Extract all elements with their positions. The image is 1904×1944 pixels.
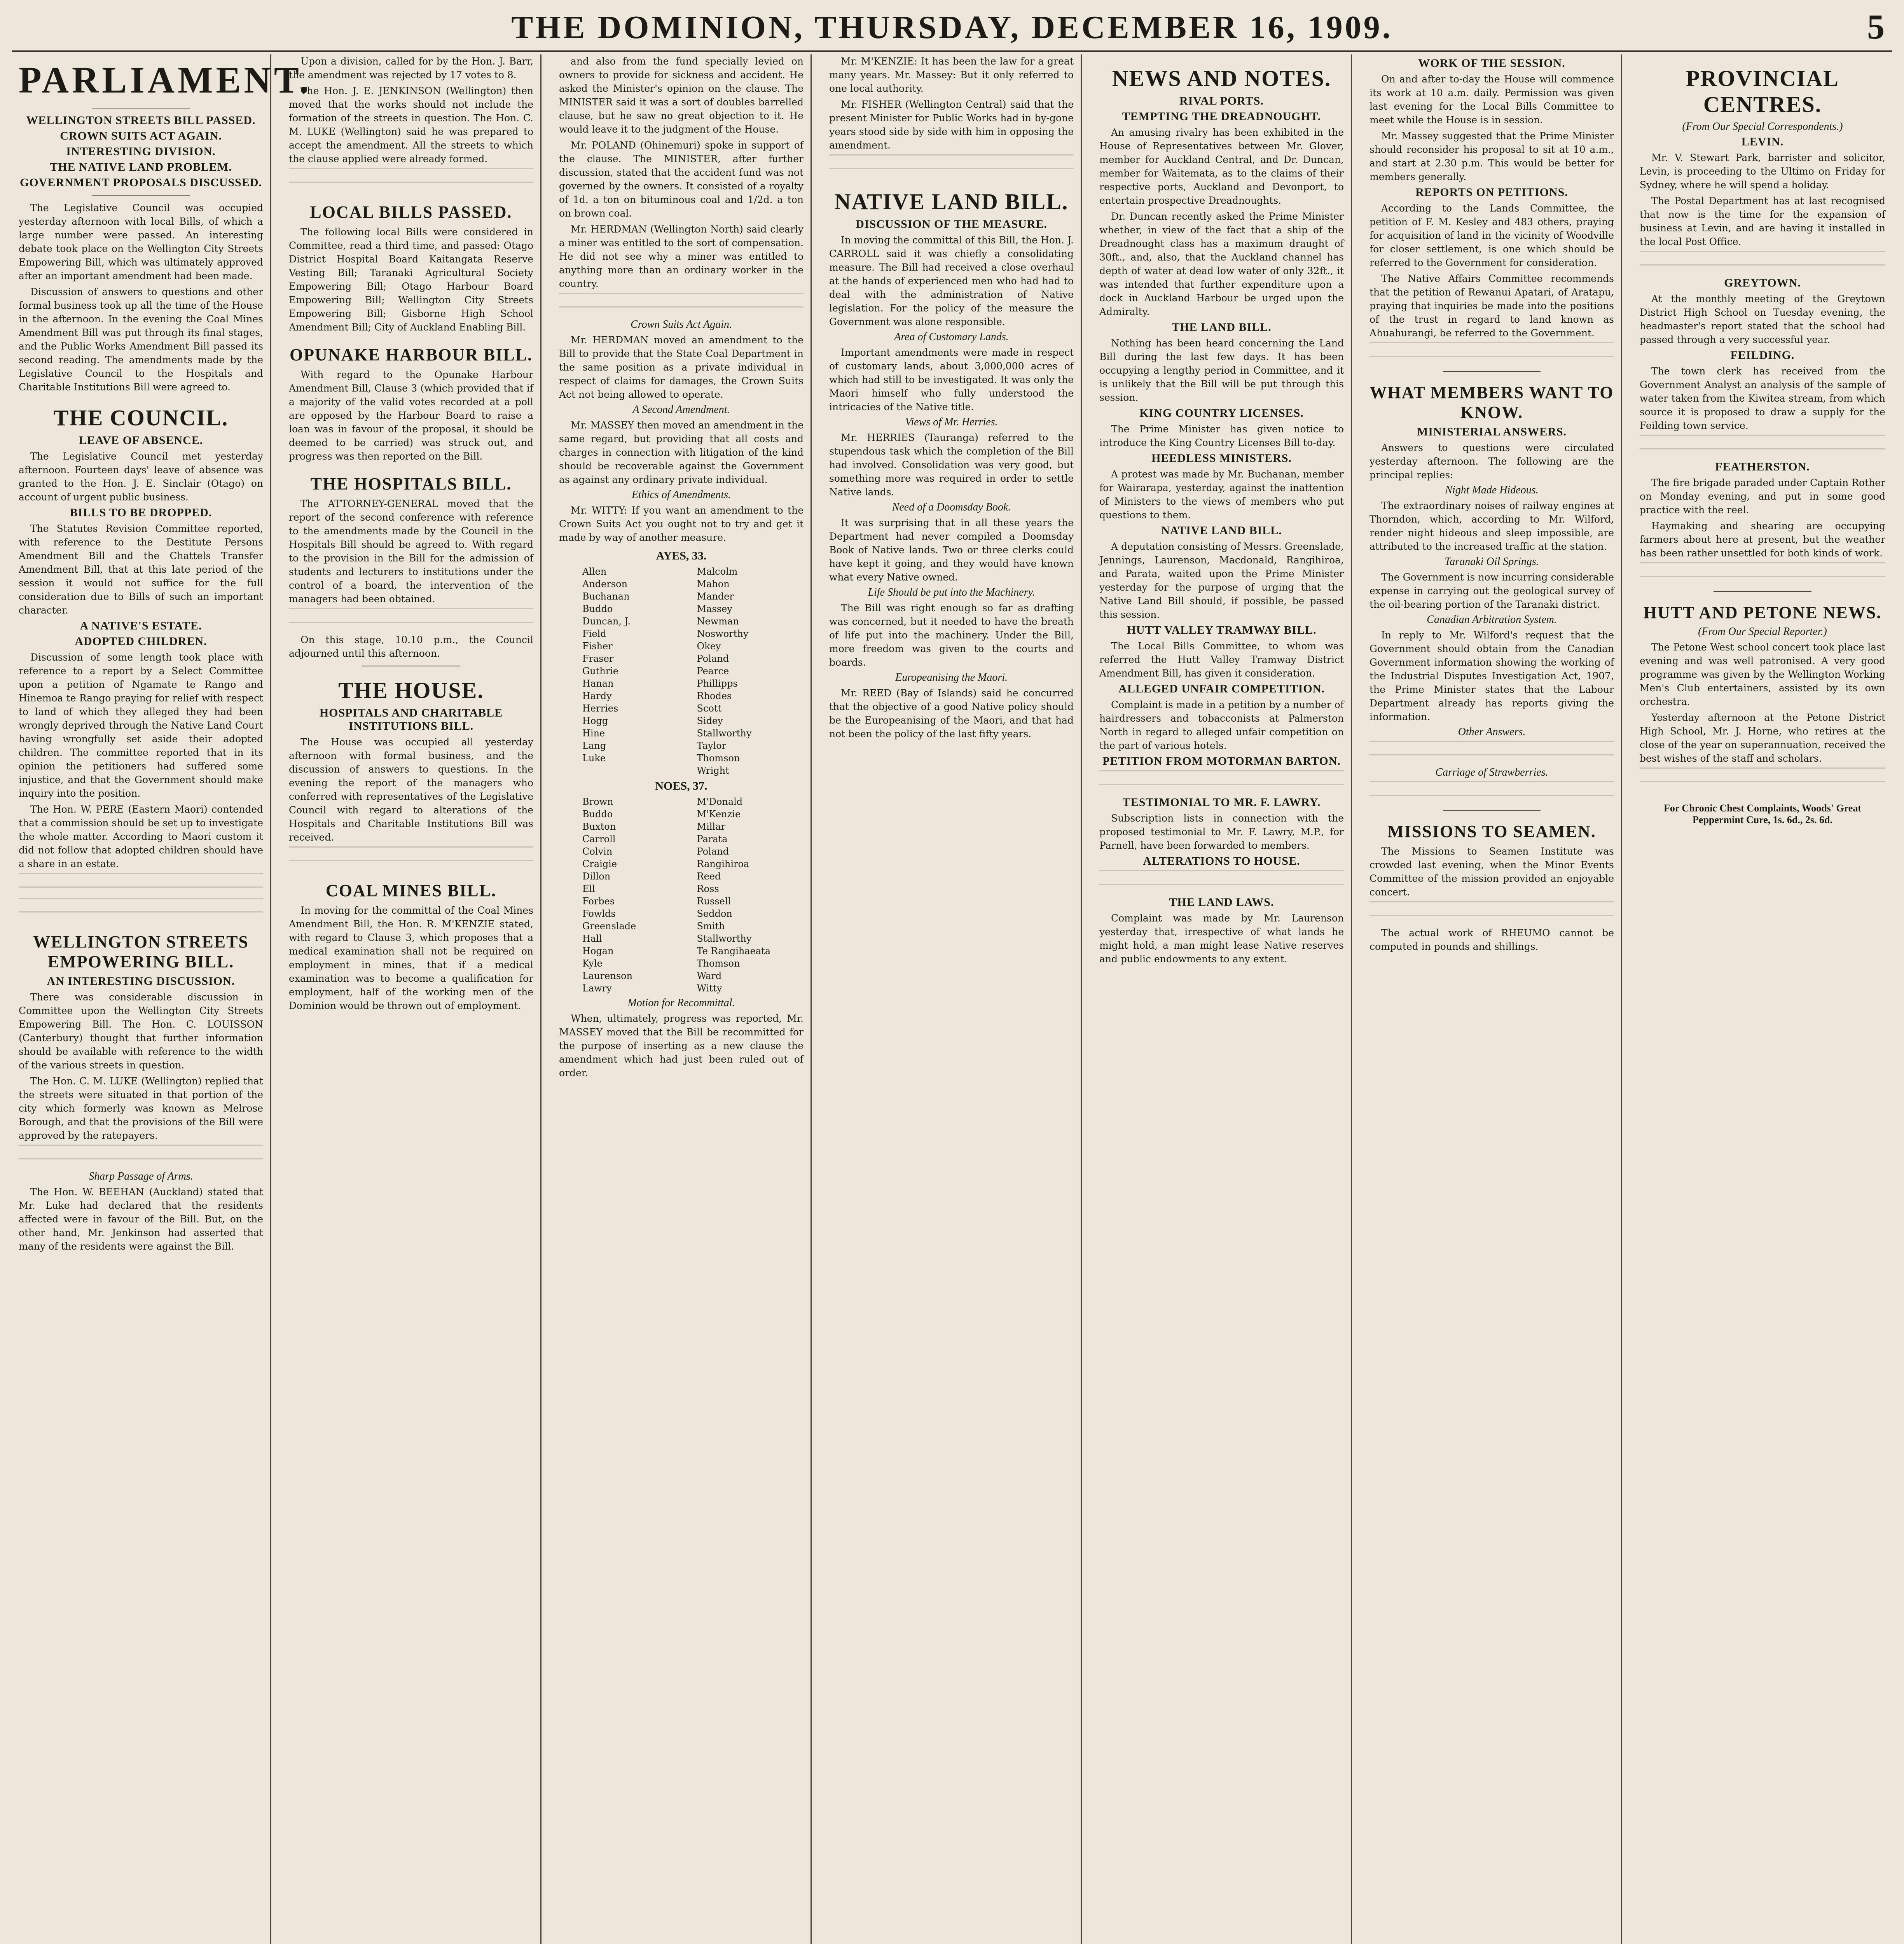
column-session bbox=[1362, 54, 1622, 1944]
subhead: Canadian Arbitration System. bbox=[1427, 614, 1557, 626]
member-name: Anderson bbox=[582, 579, 628, 589]
member-name: Hine bbox=[582, 728, 605, 739]
section-title: THE HOSPITALS BILL. bbox=[310, 474, 512, 493]
subhead: PETITION FROM MOTORMAN BARTON. bbox=[1102, 755, 1341, 767]
text-lines bbox=[829, 154, 1074, 178]
column-news-notes bbox=[1092, 54, 1352, 1944]
paragraph: Yesterday afternoon at the Petone District High School, Mr. J. Horne, who retires at the close of the year on superannuation, received the best wishes of the staff and scholars. bbox=[1640, 712, 1885, 764]
division-heading: NOES, 37. bbox=[655, 780, 707, 792]
paragraph: The Prime Minister has given notice to introduce the King Country Licenses Bill to-day. bbox=[1099, 423, 1344, 448]
subhead: HEEDLESS MINISTERS. bbox=[1151, 452, 1292, 465]
column-coal-mines bbox=[552, 54, 812, 1944]
section-title: WELLINGTON STREETS EMPOWERING BILL. bbox=[33, 932, 249, 971]
paragraph: A deputation consisting of Messrs. Greenslade, Jennings, Laurenson, Macdonald, Rangihiroa, and Parata, waited upon the Prime Minister yesterday for the purpose of urging that the Native Land Bill should, if possible, be passed this session. bbox=[1099, 541, 1344, 620]
subhead: LEVIN. bbox=[1741, 135, 1784, 148]
section-title: THE COUNCIL. bbox=[53, 405, 229, 430]
advertisement: For Chronic Chest Complaints, Woods' Great Peppermint Cure, 1s. 6d., 2s. 6d. bbox=[1663, 802, 1861, 825]
paragraph: An amusing rivalry has been exhibited in the House of Representatives between Mr. Glover, member for Auckland Central, and Dr. Duncan, member for Waitemata, as to the claims of their respective ports, Auckland and Devonport, to entertain prospective Dreadnoughts. bbox=[1099, 127, 1344, 206]
paragraph: and also from the fund specially levied on owners to provide for sickness and accident. He asked the Minister's opinion on the clause. The MINISTER said it was a sort of doubles barrelled clause, but he saw no great objection to it. He would leave it to the judgment of the House. bbox=[559, 56, 804, 135]
member-name: Craigie bbox=[582, 858, 617, 869]
paragraph: The House was occupied all yesterday afternoon with formal business, and the discussion of answers to questions. In the evening the report of the managers who conferred with representatives of the Legislative Council with regard to alterations of the Hospitals and Charitable Institutions Bill was received. bbox=[289, 736, 533, 843]
paragraph: Mr. Massey suggested that the Prime Minister should reconsider his proposal to sit at 10 a.m., and start at 2.30 p.m. This would be better for members generally. bbox=[1369, 130, 1614, 182]
subhead: HOSPITALS AND CHARITABLE INSTITUTIONS BILL. bbox=[319, 706, 503, 732]
member-name: Mander bbox=[697, 591, 734, 602]
paragraph: The Local Bills Committee, to whom was referred the Hutt Valley Tramway District Amendment Bill, has given it consideration. bbox=[1099, 640, 1344, 679]
paragraph: Answers to questions were circulated yesterday afternoon. The following are the principal replies: bbox=[1369, 442, 1614, 481]
subhead: TESTIMONIAL TO MR. F. LAWRY. bbox=[1122, 796, 1321, 809]
headline: CROWN SUITS ACT AGAIN. bbox=[60, 129, 222, 142]
text-lines bbox=[1640, 562, 1885, 586]
section-title: COAL MINES BILL. bbox=[325, 881, 497, 900]
paragraph: Complaint was made by Mr. Laurenson yesterday that, irrespective of what lands he might hold, a man might lease Native reserves and public endowments to any extent. bbox=[1099, 913, 1344, 965]
section-title: MISSIONS TO SEAMEN. bbox=[1387, 822, 1596, 841]
member-name: Kyle bbox=[582, 958, 603, 969]
subhead: MINISTERIAL ANSWERS. bbox=[1417, 425, 1567, 438]
divider bbox=[92, 195, 190, 196]
subhead: NATIVE LAND BILL. bbox=[1161, 524, 1282, 537]
subhead: TEMPTING THE DREADNOUGHT. bbox=[1122, 110, 1321, 123]
column-native-land bbox=[822, 54, 1082, 1944]
member-name: Carroll bbox=[582, 834, 616, 844]
page-number: 5 bbox=[1867, 8, 1885, 46]
paragraph: On and after to-day the House will commence its work at 10 a.m. daily. Permission was given last evening for the Local Bills Committee to meet while the House is in session. bbox=[1369, 73, 1614, 126]
paragraph: The Bill was right enough so far as drafting was concerned, but it needed to have the breath of life put into the machinery. Under the Bill, more freedom was given to the courts and boards. bbox=[829, 602, 1074, 668]
paragraph: According to the Lands Committee, the petition of F. M. Kesley and 483 others, praying for acquisition of land in the vicinity of Woodville for closer settlement, is one which should be referred to the Government for consideration. bbox=[1369, 203, 1614, 268]
member-name: Stallworthy bbox=[697, 728, 752, 739]
member-name: Dillon bbox=[582, 871, 611, 882]
paragraph: It was surprising that in all these years the Department had never compiled a Doomsday Book of Native lands. Two or three clerks could have kept it going, and they would have known what every Native owned. bbox=[829, 517, 1074, 583]
paragraph: Dr. Duncan recently asked the Prime Minister whether, in view of the fact that a ship of the Dreadnought class has a maximum draught of 30ft., and, also, that the Auckland channel has depth of water at dead low water of only 32ft., it was intended that further expenditure upon a dock in Auckland Harbour be urged upon the Admiralty. bbox=[1099, 211, 1344, 317]
subhead: ADOPTED CHILDREN. bbox=[75, 635, 207, 648]
member-name: Lang bbox=[582, 740, 606, 751]
paragraph: Mr. POLAND (Ohinemuri) spoke in support of the clause. The MINISTER, after further discussion, stated that the accident fund was not governed by the owners. It consisted of a royalty of 1d. a ton on bituminous coal and 1/2d. a ton on brown coal. bbox=[559, 140, 804, 219]
subhead: Carriage of Strawberries. bbox=[1435, 766, 1548, 778]
subhead: BILLS TO BE DROPPED. bbox=[70, 506, 212, 519]
member-name: Sidey bbox=[697, 715, 723, 726]
paragraph: Mr. MASSEY then moved an amendment in the same regard, but providing that all costs and charges in connection with litigation of the kind should be recoverable against the Government as against any ordinary private individual. bbox=[559, 420, 804, 485]
subhead: AN INTERESTING DISCUSSION. bbox=[47, 975, 235, 988]
subhead: KING COUNTRY LICENSES. bbox=[1139, 407, 1304, 420]
text-lines bbox=[559, 293, 804, 316]
paragraph: The town clerk has received from the Government Analyst an analysis of the sample of water taken from the Kiwitea stream, from which source it is proposed to draw a supply for the Feilding town service. bbox=[1640, 365, 1885, 431]
member-name: Buddo bbox=[582, 809, 613, 820]
section-title: NATIVE LAND BILL. bbox=[834, 189, 1069, 214]
text-lines bbox=[1099, 770, 1344, 794]
headline: WELLINGTON STREETS BILL PASSED. bbox=[26, 114, 256, 127]
paragraph: Discussion of some length took place with reference to a report by a Select Committee upon a petition of Ngamate te Rango and Hinemoa te Rango praying for relief with respect to land of which they alleged they had been wrongly deprived through the Native Land Court having wrongfully set aside their adopted children. The committee reported that in its opinion the petitioners had suffered some injustice, and that the Government should make inquiry into the position. bbox=[19, 652, 263, 799]
subhead: A NATIVE'S ESTATE. bbox=[80, 619, 202, 632]
subhead: THE LAND BILL. bbox=[1172, 321, 1272, 334]
subhead: FEATHERSTON. bbox=[1715, 460, 1810, 473]
paragraph: Subscription lists in connection with the proposed testimonial to Mr. F. Lawry, M.P., for Parnell, have been forwarded to members. bbox=[1099, 813, 1344, 851]
paragraph: The ATTORNEY-GENERAL moved that the report of the second conference with reference to the amendments made by the Council in the Hospitals Bill should be agreed to. With regard to the provision in the Bill for the admission of students and lecturers to institutions under the control of a board, the intervention of the managers had been obtained. bbox=[289, 498, 533, 605]
member-name: Millar bbox=[697, 821, 725, 832]
paragraph: A protest was made by Mr. Buchanan, member for Wairarapa, yesterday, against the inattention of Ministers to the views of members who put questions to them. bbox=[1099, 469, 1344, 521]
member-name: Okey bbox=[697, 641, 721, 652]
text-lines bbox=[19, 1145, 263, 1168]
column-parliament bbox=[12, 54, 312, 1944]
section-title: NEWS AND NOTES. bbox=[1112, 66, 1331, 91]
member-name: Luke bbox=[582, 753, 606, 764]
paragraph: In moving for the committal of the Coal Mines Amendment Bill, the Hon. R. M'KENZIE stated, with regard to Clause 3, which proposes that a medical examination shall not be required on employment in mines, that if a medical examination was to become a qualification for employment, half of the working men of the Dominion would be thrown out of employment. bbox=[289, 905, 533, 1011]
subhead: WORK OF THE SESSION. bbox=[1418, 57, 1565, 70]
paragraph: The Statutes Revision Committee reported, with reference to the Destitute Persons Amendment Bill and the Chattels Transfer Amendment Bill, that at this late period of the session it would not suffice for the full consideration due to Bills of such an important character. bbox=[19, 523, 263, 616]
subhead: Need of a Doomsday Book. bbox=[892, 501, 1011, 513]
member-name: Thomson bbox=[697, 958, 740, 969]
text-lines bbox=[1640, 251, 1885, 274]
member-name: M'Donald bbox=[697, 796, 743, 807]
member-name: Fisher bbox=[582, 641, 613, 652]
paragraph: The Native Affairs Committee recommends that the petition of Rewanui Apatari, of Aratapu, praying that inquiries be made into the positions of the trust in regard to land known as Ahuahurangi, be referred to the Government. bbox=[1369, 273, 1614, 339]
divider bbox=[1714, 591, 1812, 592]
section-title: WHAT MEMBERS WANT TO KNOW. bbox=[1369, 383, 1614, 422]
member-name: Seddon bbox=[697, 908, 732, 919]
member-name: Hogg bbox=[582, 715, 608, 726]
text-lines bbox=[1369, 901, 1614, 925]
masthead-title: THE DOMINION, THURSDAY, DECEMBER 16, 1909. bbox=[511, 9, 1393, 45]
paragraph: There was considerable discussion in Committee upon the Wellington City Streets Empowering Bill. The Hon. C. LOUISSON (Canterbury) thought that further information should be available with reference to the width of the various streets in question. bbox=[19, 991, 263, 1071]
paragraph: Mr. V. Stewart Park, barrister and solicitor, Levin, is proceeding to the Ultimo on Friday for Sydney, where he will spend a holiday. bbox=[1640, 152, 1885, 191]
subhead: Life Should be put into the Machinery. bbox=[868, 586, 1035, 598]
text-lines bbox=[1640, 767, 1885, 791]
headline: GOVERNMENT PROPOSALS DISCUSSED. bbox=[19, 176, 262, 189]
member-name: Massey bbox=[697, 603, 732, 614]
paragraph: Mr. FISHER (Wellington Central) said that the present Minister for Public Works had in by-gone years stood side by side with him in opposing the amendment. bbox=[829, 99, 1074, 151]
member-name: Duncan, J. bbox=[582, 616, 631, 627]
subhead: Night Made Hideous. bbox=[1445, 484, 1539, 496]
section-header-parliament: PARLIAMENT. bbox=[19, 59, 312, 101]
paragraph: The Missions to Seamen Institute was crowded last evening, when the Minor Events Committee of the mission provided an enjoyable concert. bbox=[1369, 846, 1614, 898]
member-name: Buchanan bbox=[582, 591, 630, 602]
member-name: Buddo bbox=[582, 603, 613, 614]
paragraph: Mr. HERDMAN moved an amendment to the Bill to provide that the State Coal Department in the same position as a private individual in respect of claims for damages, the Crown Suits Act not being allowed to operate. bbox=[559, 334, 804, 400]
subhead: THE LAND LAWS. bbox=[1169, 896, 1274, 909]
subhead: LEAVE OF ABSENCE. bbox=[79, 434, 203, 447]
section-title: LOCAL BILLS PASSED. bbox=[310, 203, 512, 222]
paragraph: In moving the committal of this Bill, the Hon. J. CARROLL said it was chiefly a consolidating measure. The Bill had received a close overhaul at the hands of experienced men who had had to deal with the administration of Native legislation. For the policy of the measure the Government was alone responsible. bbox=[829, 234, 1074, 327]
paragraph: Important amendments were made in respect of customary lands, about 3,000,000 acres of which had still to be investigated. It was only the Maori himself who fully understood the intricacies of the Native title. bbox=[829, 347, 1074, 413]
member-name: Stallworthy bbox=[697, 933, 752, 944]
text-lines bbox=[289, 846, 533, 870]
member-name: Ward bbox=[697, 970, 722, 981]
subhead: RIVAL PORTS. bbox=[1179, 94, 1264, 107]
paragraph: Upon a division, called for by the Hon. J. Barr, the amendment was rejected by 17 votes to 8. bbox=[289, 56, 533, 80]
subhead: REPORTS ON PETITIONS. bbox=[1415, 186, 1568, 199]
text-lines bbox=[1099, 870, 1344, 893]
paragraph: The Hon. J. E. JENKINSON (Wellington) then moved that the works should not include the formation of the streets in question. The Hon. C. M. LUKE (Wellington) said he was prepared to accept the amendment. All the streets to which the clause applied were already formed. bbox=[289, 85, 533, 164]
member-name: Poland bbox=[697, 846, 729, 857]
member-name: Hanan bbox=[582, 678, 614, 689]
paragraph: Mr. HERRIES (Tauranga) referred to the stupendous task which the completion of the Bill had involved. Consolidation was very good, but something more was required in order to settle Native lands. bbox=[829, 432, 1074, 498]
paragraph: The fire brigade paraded under Captain Rother on Monday evening, and put in some good practice with the reel. bbox=[1640, 477, 1885, 516]
paragraph: The Postal Department has at last recognised that now is the time for the expansion of business at Levin, and are having it installed in the local Post Office. bbox=[1640, 195, 1885, 247]
paragraph: The actual work of RHEUMO cannot be computed in pounds and shillings. bbox=[1369, 927, 1614, 952]
member-name: Smith bbox=[697, 921, 725, 932]
paragraph: The following local Bills were considered in Committee, read a third time, and passed: Otago District Hospital Board Kaitangata Reserve Vesting Bill; Taranaki Agricultural Society Empowering Bill; Otago Harbour Board Empowering Bill; Wellington City Streets Empowering Bill; Gisborne High School Amendment Bill; City of Auckland Enabling Bill. bbox=[289, 226, 533, 333]
paragraph: The Legislative Council met yesterday afternoon. Fourteen days' leave of absence was granted to the Hon. J. E. Sinclair (Otago) on account of urgent public business. bbox=[19, 451, 263, 503]
subhead: Ethics of Amendments. bbox=[631, 489, 731, 501]
section-title: PROVINCIAL CENTRES. bbox=[1686, 66, 1839, 117]
text-lines bbox=[289, 168, 533, 191]
member-name: Reed bbox=[697, 871, 721, 882]
member-name: Nosworthy bbox=[697, 628, 749, 639]
section-title: HUTT AND PETONE NEWS. bbox=[1643, 603, 1882, 622]
member-name: Malcolm bbox=[697, 566, 738, 577]
column-council-house bbox=[282, 54, 542, 1944]
member-name: Pearce bbox=[697, 666, 729, 677]
subhead: HUTT VALLEY TRAMWAY BILL. bbox=[1127, 624, 1317, 636]
member-name: Newman bbox=[697, 616, 739, 627]
member-name: Forbes bbox=[582, 896, 615, 907]
member-name: Rhodes bbox=[697, 691, 732, 701]
member-name: Hall bbox=[582, 933, 602, 944]
member-name: Russell bbox=[697, 896, 731, 907]
member-name: Guthrie bbox=[582, 666, 619, 677]
column-provincial bbox=[1633, 54, 1892, 1944]
paragraph: The Hon. W. PERE (Eastern Maori) contended that a commission should be set up to investigate the whole matter. According to Maori custom it did not follow that adopted children should have a share in an estate. bbox=[19, 804, 263, 869]
member-name: Phillipps bbox=[697, 678, 738, 689]
paragraph: The extraordinary noises of railway engines at Thorndon, which, according to Mr. Wilford, render night hideous and sleep impossible, are attributed to the increased traffic at the station. bbox=[1369, 500, 1614, 552]
paragraph: Mr. M'KENZIE: It has been the law for a great many years. Mr. Massey: But it only referred to one local authority. bbox=[829, 56, 1074, 94]
member-name: Herries bbox=[582, 703, 618, 714]
member-name: Ell bbox=[582, 883, 595, 894]
paragraph: Discussion of answers to questions and other formal business took up all the time of the House in the afternoon. In the evening the Coal Mines Amendment Bill was put through its final stages, and the Public Works Amendment Bill passed its second reading. The amendments made by the Legislative Council to the Hospitals and Charitable Institutions Bill were agreed to. bbox=[19, 286, 263, 393]
text-lines bbox=[1369, 342, 1614, 365]
division-list bbox=[559, 547, 804, 995]
member-name: Mahon bbox=[697, 579, 730, 589]
division-heading: AYES, 33. bbox=[656, 549, 707, 562]
text-lines bbox=[1640, 435, 1885, 458]
subhead: Crown Suits Act Again. bbox=[631, 318, 732, 330]
member-name: Parata bbox=[697, 834, 728, 844]
member-name: Brown bbox=[582, 796, 613, 807]
text-lines bbox=[289, 608, 533, 631]
paragraph: The Hon. W. BEEHAN (Auckland) stated that Mr. Luke had declared that the residents affected were in favour of the Bill. But, on the other hand, Mr. Jenkinson had asserted that many of the residents were against the Bill. bbox=[19, 1186, 263, 1252]
paragraph: In reply to Mr. Wilford's request that the Government should obtain from the Canadian Government information showing the working of the Industrial Disputes Investigation Act, 1907, the Prime Minister states that the Labour Department already has reports giving the information. bbox=[1369, 629, 1614, 722]
member-name: Fowlds bbox=[582, 908, 616, 919]
member-name: Rangihiroa bbox=[697, 858, 749, 869]
subhead: Area of Customary Lands. bbox=[894, 331, 1009, 343]
subhead: GREYTOWN. bbox=[1724, 276, 1801, 289]
paragraph: Mr. HERDMAN (Wellington North) said clearly a miner was entitled to the sort of compensation. He did not see why a miner was entitled to anything more than an ordinary worker in the country. bbox=[559, 224, 804, 289]
member-name: Te Rangihaeata bbox=[697, 946, 771, 956]
member-name: Buxton bbox=[582, 821, 616, 832]
paragraph: The Hon. C. M. LUKE (Wellington) replied that the streets were situated in that portion of the city which formerly was known as Melrose Borough, and that the provisions of the Bill were approved by the ratepayers. bbox=[19, 1075, 263, 1141]
subhead: Motion for Recommittal. bbox=[627, 997, 735, 1009]
subhead: (From Our Special Reporter.) bbox=[1698, 626, 1827, 638]
section-title: THE HOUSE. bbox=[338, 678, 484, 703]
masthead bbox=[12, 3, 1892, 52]
paragraph: Haymaking and shearing are occupying farmers about here at present, but the weather has been rather unsettled for both kinds of work. bbox=[1640, 520, 1885, 559]
member-name: Colvin bbox=[582, 846, 613, 857]
subhead: (From Our Special Correspondents.) bbox=[1682, 121, 1843, 133]
section-title: OPUNAKE HARBOUR BILL. bbox=[289, 345, 533, 364]
paragraph: Complaint is made in a petition by a number of hairdressers and tobacconists at Palmerston North in regard to alleged unfair competition on the part of various hotels. bbox=[1099, 699, 1344, 751]
paragraph: When, ultimately, progress was reported, Mr. MASSEY moved that the Bill be recommitted for the purpose of inserting as a new clause the amendment which had just been ruled out of order. bbox=[559, 1013, 804, 1079]
text-lines bbox=[1369, 741, 1614, 764]
paragraph: On this stage, 10.10 p.m., the Council adjourned until this afternoon. bbox=[289, 634, 533, 659]
paragraph: The Government is now incurring considerable expense in carrying out the geological survey of the oil-bearing portion of the Taranaki district. bbox=[1369, 572, 1614, 610]
member-name: Wright bbox=[697, 765, 729, 776]
member-name: Greenslade bbox=[582, 921, 636, 932]
paragraph: The Legislative Council was occupied yesterday afternoon with local Bills, of which a large number were passed. An interesting debate took place on the Wellington City Streets Empowering Bill, which was ultimately approved after an important amendment had been made. bbox=[19, 202, 263, 281]
member-name: Poland bbox=[697, 653, 729, 664]
paragraph: Nothing has been heard concerning the Land Bill during the last few days. It has been occupying a lengthy period in Committee, and it is unlikely that the Bill will be put through this session. bbox=[1099, 337, 1344, 403]
divider bbox=[1443, 371, 1541, 372]
subhead: DISCUSSION OF THE MEASURE. bbox=[856, 218, 1047, 231]
headline: THE NATIVE LAND PROBLEM. bbox=[50, 161, 232, 173]
subhead: Sharp Passage of Arms. bbox=[89, 1170, 193, 1182]
paragraph: Mr. REED (Bay of Islands) said he concurred that the objective of a good Native policy should be the Europeanising of the Maori, and that had not been the policy of the last fifty years. bbox=[829, 687, 1074, 739]
member-name: Witty bbox=[697, 983, 722, 994]
subhead: ALTERATIONS TO HOUSE. bbox=[1143, 855, 1300, 867]
member-name: Hogan bbox=[582, 946, 614, 956]
member-name: Scott bbox=[697, 703, 722, 714]
member-name: Thomson bbox=[697, 753, 740, 764]
member-name: Allen bbox=[582, 566, 607, 577]
columns bbox=[12, 54, 1892, 1944]
member-name: M'Kenzie bbox=[697, 809, 741, 820]
paragraph: At the monthly meeting of the Greytown District High School on Tuesday evening, the headmaster's report stated that the school had passed through a very successful year. bbox=[1640, 293, 1885, 345]
subhead: A Second Amendment. bbox=[632, 404, 730, 416]
text-lines bbox=[1369, 781, 1614, 804]
member-name: Lawry bbox=[582, 983, 612, 994]
paragraph: The Petone West school concert took place last evening and was well patronised. A very good programme was given by the Wellington Working Men's Club entertainers, assisted by its own orchestra. bbox=[1640, 642, 1885, 707]
subhead: Taranaki Oil Springs. bbox=[1445, 556, 1539, 568]
text-lines bbox=[19, 873, 263, 896]
paragraph: Mr. WITTY: If you want an amendment to the Crown Suits Act you ought not to try and get it made by way of another measure. bbox=[559, 505, 804, 543]
paragraph: With regard to the Opunake Harbour Amendment Bill, Clause 3 (which provided that if a majority of the valid votes recorded at a poll are opposed by the Harbour Board to raise a loan was in favour of the proposal, it should be deemed to be carried) was struck out, and progress was then reported on the Bill. bbox=[289, 369, 533, 462]
subhead: Europeanising the Maori. bbox=[895, 671, 1008, 684]
member-name bbox=[567, 764, 681, 777]
subhead: Views of Mr. Herries. bbox=[905, 416, 998, 428]
subhead: FEILDING. bbox=[1730, 349, 1795, 362]
member-name: Ross bbox=[697, 883, 719, 894]
headline: INTERESTING DIVISION. bbox=[66, 145, 216, 158]
divider bbox=[1443, 810, 1541, 811]
member-name: Taylor bbox=[697, 740, 727, 751]
member-name: Field bbox=[582, 628, 606, 639]
member-name: Hardy bbox=[582, 691, 612, 701]
subhead: ALLEGED UNFAIR COMPETITION. bbox=[1118, 682, 1325, 695]
text-lines bbox=[19, 898, 263, 921]
subhead: Other Answers. bbox=[1458, 726, 1526, 738]
member-name: Laurenson bbox=[582, 970, 633, 981]
member-name: Fraser bbox=[582, 653, 614, 664]
